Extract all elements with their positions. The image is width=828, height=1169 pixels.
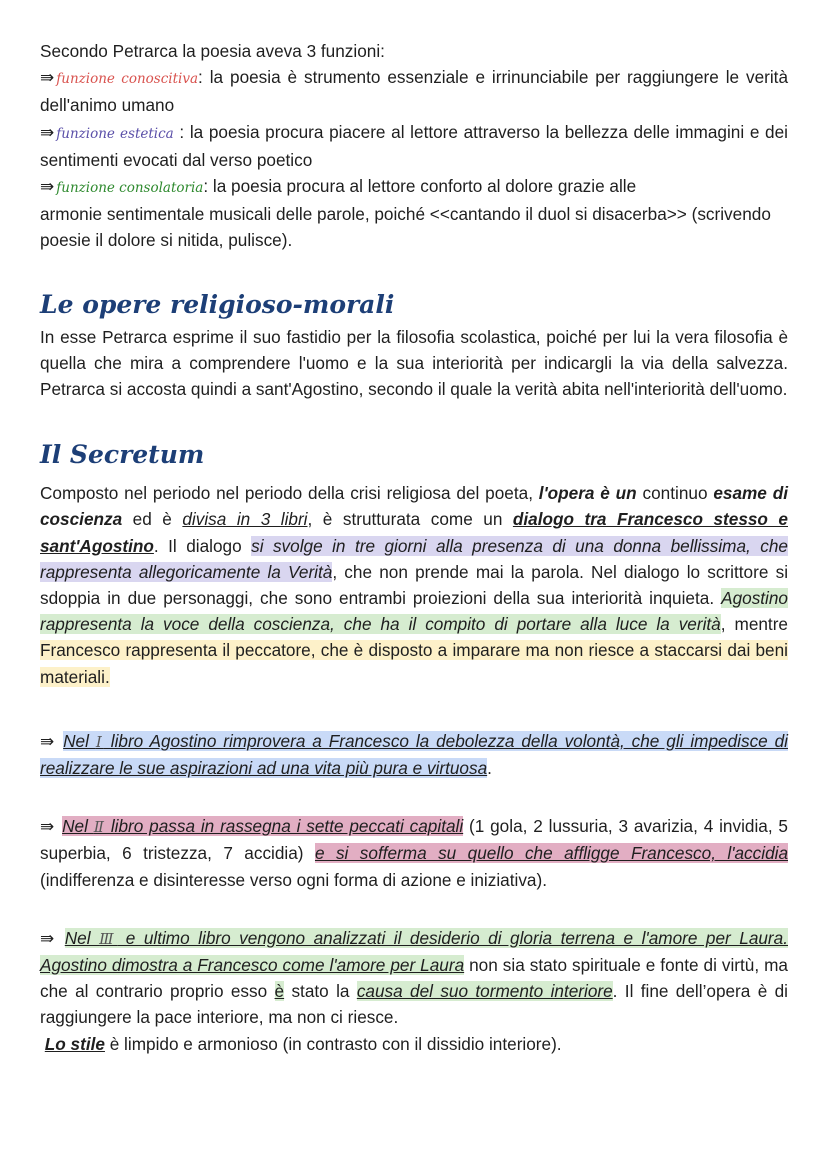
highlight-purple: si svolge in tre giorni alla presenza di una donna bellissima, che rappresenta allegoricamente la Verità — [40, 535, 788, 582]
text-run: e ultimo libro vengono analizzati il desiderio di gloria terrena e l'amore per Laura. Agostino dimostra a Francesco come l'amore per Laura — [40, 927, 788, 976]
stile-label: Lo stile — [44, 1033, 105, 1054]
label-consolatoria: funzione consolatoria — [56, 180, 204, 197]
text-estetica: : la poesia procura piacere al lettore attraverso la bellezza delle immagini e dei sentimenti evocati dal verso poetico — [40, 121, 788, 170]
text-run: dialogo tra Francesco stesso e sant'Agostino — [40, 509, 788, 556]
text-conoscitiva: : la poesia è strumento essenziale e irrinunciabile per raggiungere le verità dell'animo umano — [40, 67, 789, 116]
arrow-icon: ⇛ — [40, 817, 55, 837]
paragraph-secretum — [40, 480, 788, 690]
paragraph-libro-2 — [40, 813, 788, 893]
paragraph-libro-3 — [40, 925, 788, 1057]
intro-line: Secondo Petrarca la poesia aveva 3 funzioni: — [40, 41, 385, 61]
text-run: , che non prende mai la parola. Nel dialogo lo scrittore si sdoppia in due personaggi, che sono entrambi proiezioni della sua interiorità inquieta. — [40, 561, 789, 609]
text-run: , è strutturata come un — [307, 509, 513, 530]
highlight-green: causa del suo tormento interiore — [356, 981, 613, 1002]
function-consolatoria — [40, 173, 788, 254]
roman-numeral: Ⅲ — [99, 929, 118, 948]
label-estetica: funzione estetica — [56, 125, 174, 142]
text-run: libro Agostino rimprovera a Francesco la debolezza della volontà, che gli impedisce di realizzare le sue aspirazioni ad una vita più pura e virtuosa — [40, 730, 788, 779]
highlight-green: Agostino rappresenta la voce della coscienza, che ha il compito di portare alla luce la verità — [40, 588, 788, 635]
text-run: l'opera è un — [538, 483, 637, 504]
text-run: ed è — [122, 509, 183, 530]
text-run: è limpido e armonioso (in contrasto con il dissidio interiore). — [104, 1033, 562, 1054]
text-run: . Il dialogo — [153, 535, 252, 556]
text-consolatoria-1: : la poesia procura al lettore conforto al dolore grazie alle — [203, 176, 637, 197]
paragraph-opere: In esse Petrarca esprime il suo fastidio per la filosofia scolastica, poiché per lui la vera filosofia è quella che mira a comprendere l'uomo e la sua interiorità per indicargli la via della salvezza. Petrarca si accosta quindi a sant'Agostino, secondo il quale la verità abita nell'interiorità dell'uomo. — [40, 326, 788, 400]
heading-opere: Le opere religioso-morali — [40, 289, 395, 319]
function-estetica — [40, 119, 788, 173]
roman-numeral: Ⅱ — [93, 818, 105, 837]
highlight-blue — [40, 731, 788, 778]
label-conoscitiva: funzione conoscitiva — [56, 71, 199, 88]
text-run: (1 gola, 2 lussuria, 3 avarizia, 4 invidia, 5 superbia, 6 tristezza, 7 accidia) — [40, 816, 788, 864]
text-run: stato la — [284, 981, 357, 1002]
text-run: (indifferenza e disinteresse verso ogni forma di azione e iniziativa). — [40, 869, 547, 890]
highlight-pink — [62, 816, 463, 836]
text-run: continuo — [636, 483, 714, 504]
arrow-icon: ⇛ — [40, 928, 55, 948]
text-run: Nel — [63, 730, 96, 751]
text-run: libro passa in rassegna i sette peccati capitali — [105, 816, 464, 837]
highlight-pink: e si sofferma su quello che affligge Francesco, l'accidia — [314, 843, 788, 864]
text-run: divisa in 3 libri — [182, 509, 308, 530]
arrow-icon: ⇛ — [40, 177, 55, 197]
arrow-icon: ⇛ — [40, 731, 55, 751]
function-conoscitiva — [40, 64, 788, 118]
text-run: . — [487, 758, 492, 779]
text-run: esame di coscienza — [40, 483, 788, 530]
heading-secretum: Il Secretum — [40, 440, 205, 470]
text-run: . Il fine dell’opera è di raggiungere la pace interiore, ma non ci riesce. — [40, 981, 788, 1028]
arrow-icon: ⇛ — [40, 68, 55, 88]
text-consolatoria-2: armonie sentimentale musicali delle parole, poiché <<cantando il duol si disacerba>> (scrivendo poesie il dolore si nitida, pulisce). — [40, 204, 771, 251]
text-run: Composto nel periodo nel periodo della crisi religiosa del poeta, — [40, 483, 539, 504]
text-run: Nel — [62, 816, 94, 837]
document-page — [40, 38, 788, 1057]
roman-numeral: Ⅰ — [95, 732, 104, 751]
text-run: Nel — [64, 927, 100, 948]
text-run: , mentre — [720, 614, 788, 635]
highlight-yellow: Francesco rappresenta il peccatore, che è disposto a imparare ma non riesce a staccarsi dai beni materiali. — [40, 640, 788, 687]
text-run: non sia stato spirituale e fonte di virtù, ma che al contrario proprio esso — [40, 955, 788, 1002]
highlight-green: è — [274, 981, 285, 1002]
arrow-icon: ⇛ — [40, 122, 55, 142]
paragraph-libro-1 — [40, 728, 788, 781]
